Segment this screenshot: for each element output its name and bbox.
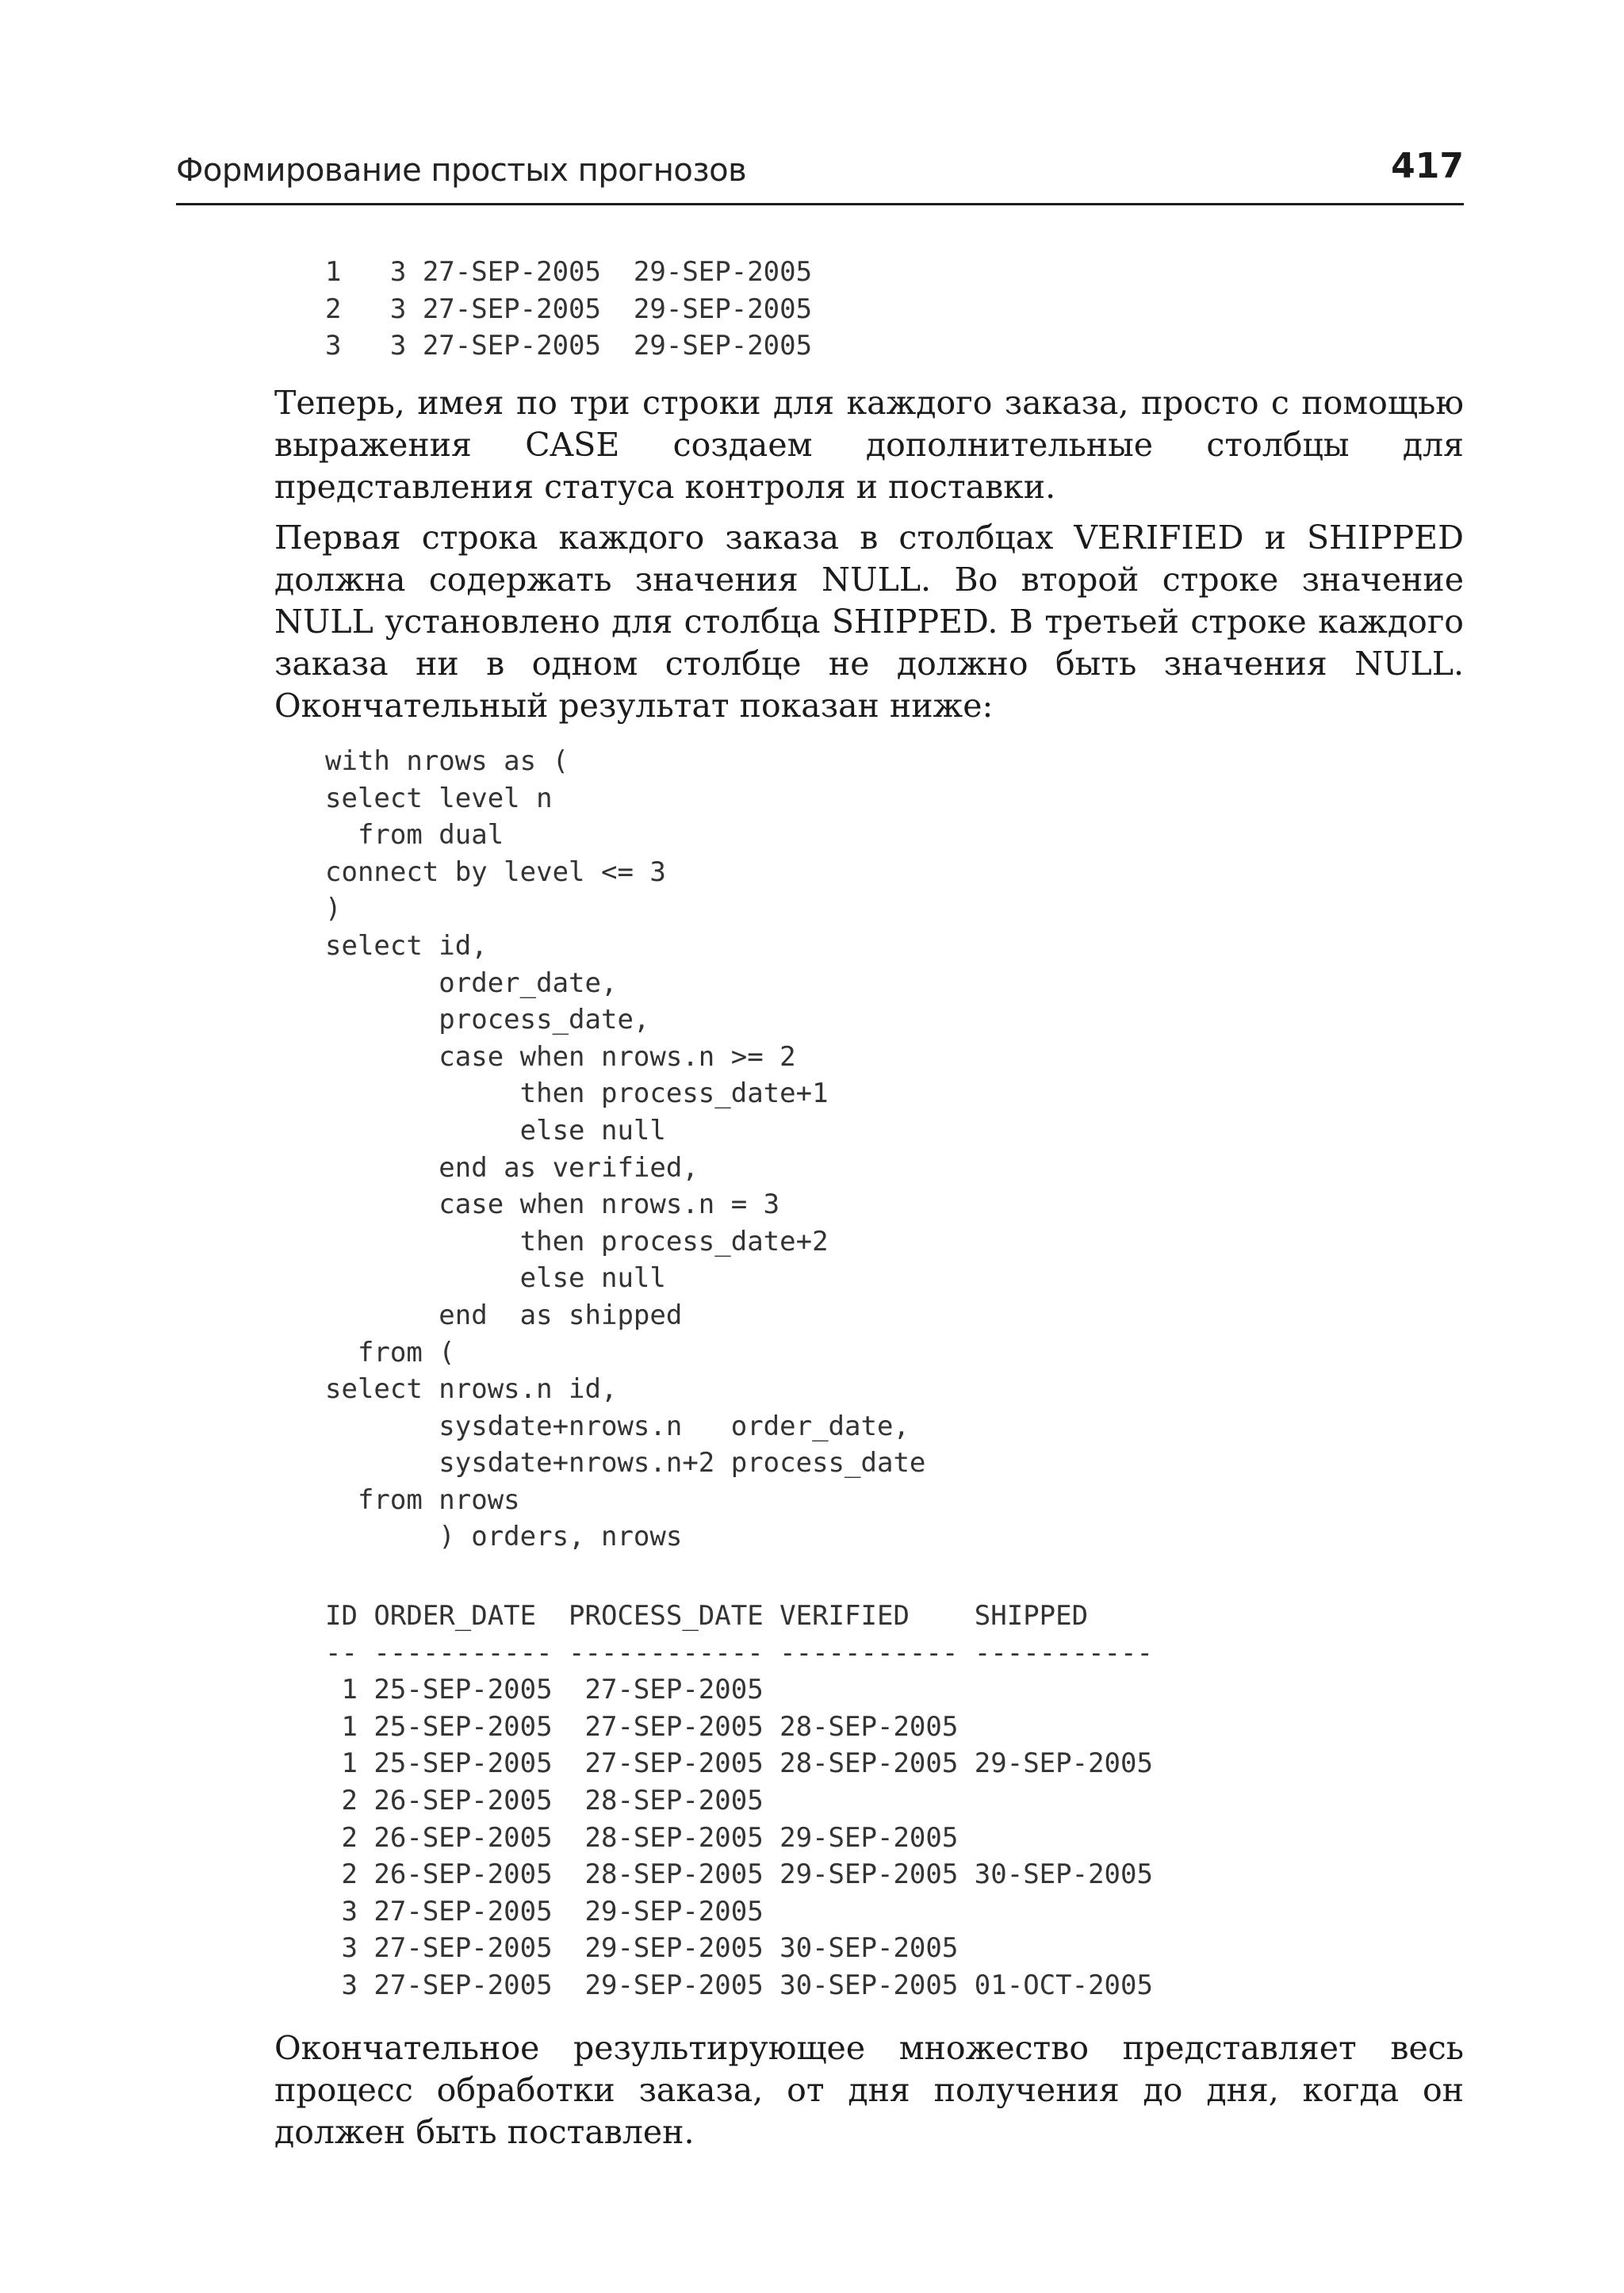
paragraph-null-rules: Первая строка каждого заказа в столбцах VERIFIED и SHIPPED должна содержать значения NULL. Во второй строке значение NULL установлено для столбца SHIPPED. В третьей строке каждого заказа ни в одном столбце не должно быть значения NULL. Окончательный результат показан ниже: — [274, 519, 1464, 725]
code-output-snippet: 1 3 27-SEP-2005 29-SEP-2005 2 3 27-SEP-2005 29-SEP-2005 3 3 27-SEP-2005 29-SEP-2005 — [325, 256, 813, 362]
running-header — [176, 143, 1464, 205]
paragraph-case-intro: Теперь, имея по три строки для каждого заказа, просто с помощью выражения CASE создаем дополнительные столбцы для представления статуса контроля и поставки. — [274, 384, 1464, 506]
sql-query-block: with nrows as ( select level n from dual connect by level <= 3 ) select id, order_date, process_date, case when nrows.n >= 2 then process_date+1 else null end as verified, case when nrows.n = 3 then process_date+2 else null end as shipped from ( select nrows.n id, sysdate+nrows.n order_date, sysdate+nrows.n+2 process_date from nrows ) orders, nrows — [325, 745, 926, 1553]
running-header-title: Формирование простых прогнозов — [176, 152, 747, 189]
query-result-table: ID ORDER_DATE PROCESS_DATE VERIFIED SHIPPED -- ----------- ------------ ----------- ----------- 1 25-SEP-2005 27-SEP-2005 1 25-SEP-2005 27-SEP-2005 28-SEP-2005 1 25-SEP-2005 27-SEP-2005 28-SEP-2005 29-SEP-2005 2 26-SEP-2005 28-SEP-2005 2 26-SEP-2005 28-SEP-2005 29-SEP-2005 2 26-SEP-2005 28-SEP-2005 29-SEP-2005 30-SEP-2005 3 27-SEP-2005 29-SEP-2005 3 27-SEP-2005 29-SEP-2005 30-SEP-2005 3 27-SEP-2005 29-SEP-2005 30-SEP-2005 01-OCT-2005 — [325, 1600, 1153, 2001]
paragraph-conclusion: Окончательное результирующее множество представляет весь процесс обработки заказа, от дня получения до дня, когда он должен быть поставлен. — [274, 2029, 1464, 2151]
page-number: 417 — [1391, 146, 1464, 186]
